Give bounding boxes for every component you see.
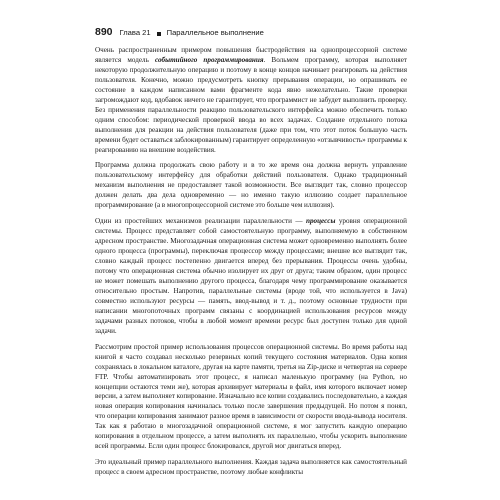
paragraph [95, 217, 407, 336]
paragraph [95, 46, 407, 155]
paragraph-text: . Вольмем программу, которая выполняет некоторую продолжительную операцию и поэтому в конце концов начинает реагировать на действия пользователя. Конечно, можно предусмотреть кнопку прерывания операции, но опрашивать ее состояние в каждом написанном вами фрагменте кода явно нежелательно. Такие проверки загромождают код, вдобавок ничего не гарантирует, что программист не забудет выполнить проверку. Без применения параллельности реакцию пользовательского интерфейса можно обеспечить только одним способом: периодической проверкой ввода во всех задачах. Создание отдельного потока выполнения для реакции на действия пользователя (даже при том, что этот поток большую часть времени будет оставаться заблокированным) гарантирует определенную «отзывчивость» программы к реагированию на внешние воздействия. [95, 55, 407, 154]
emphasized-term: процессы [305, 217, 336, 226]
chapter-label: Глава 21 [119, 28, 151, 37]
paragraph [95, 343, 407, 452]
paragraph-text: Это идеальный пример параллельного выполнения. Каждая задача выполняется как самостоятельный процесс в своем адресном пространстве, поэтому любые конфликты [95, 458, 407, 477]
chapter-title: Параллельное выполнение [166, 28, 264, 37]
header-separator-square [157, 32, 161, 36]
paragraph-text: Очень распространенным примером повышения быстродействия на однопроцессорной системе является модель [95, 46, 407, 64]
paragraph-text: Один из простейших механизмов реализации параллельности — [95, 217, 306, 226]
paragraph-text: Рассмотрим простой пример использования процессов операционной системы. Во время работы над книгой я часто создавал несколько резервных копий текущего состояния материалов. Одна копия сохранялась в локальном каталоге, другая на карте памяти, третья на Zip-диске и четвертая на сервере FTP. Чтобы автоматизировать этот процесс, я написал маленькую программу (на Python, но концепции остаются теми же), которая архивирует материалы в файл, имя которого включает номер версии, а затем выполняет копирование. Изначально все копии создавались последовательно, а каждая новая операция копирования начиналась только после завершения предыдущей. Но потом я понял, что операции копирования занимают разное время в зависимости от скорости ввода-вывода носителя. Так как я работаю в многозадачной операционной системе, я мог запустить каждую операцию копирования в отдельном процессе, а затем выполнять их параллельно, чтобы ускорить выполнение всей программы. Если один процесс блокировался, другой мог двигаться вперед. [95, 342, 407, 451]
paragraph [95, 458, 407, 478]
book-page [95, 26, 407, 500]
paragraph [95, 161, 407, 211]
emphasized-term: событийного программирования [154, 55, 264, 64]
page-number: 890 [95, 26, 113, 38]
paragraph-text: Программа должна продолжать свою работу и в то же время она должна вернуть управление пользовательскому интерфейсу для обработки действий пользователя. Однако традиционный механизм выполнения не предоставляет такой возможности. Все выглядит так, словно процессор должен делать два дела одновременно — но именно такую иллюзию создает параллельное программирование (а в многопроцессорной системе это больше чем иллюзия). [95, 161, 407, 210]
body-text [95, 46, 407, 478]
running-header [95, 26, 407, 40]
paragraph-text: уровня операционной системы. Процесс представляет собой самостоятельную программу, выполняемую в собственном адресном пространстве. Многозадачная операционная система может одновременно выполнять более одного процесса (программы), переключая процессор между процессами; внешне все выглядит так, словно каждый процесс постепенно двигается вперед без прерывания. Процессы очень удобны, потому что операционная система обычно изолирует их друг от друга; таким образом, один процесс не может помешать выполнению другого процесса, благодаря чему программирование оказывается относительно простым. Напротив, параллельные системы (вроде той, что используется в Java) совместно используют ресурсы — память, ввод-вывод и т. д., поэтому основные трудности при написании многопоточных программ связаны с координацией использования ресурсов между задачами разных потоков, чтобы в любой момент времени ресурс был доступен только для одной задачи. [95, 217, 407, 335]
